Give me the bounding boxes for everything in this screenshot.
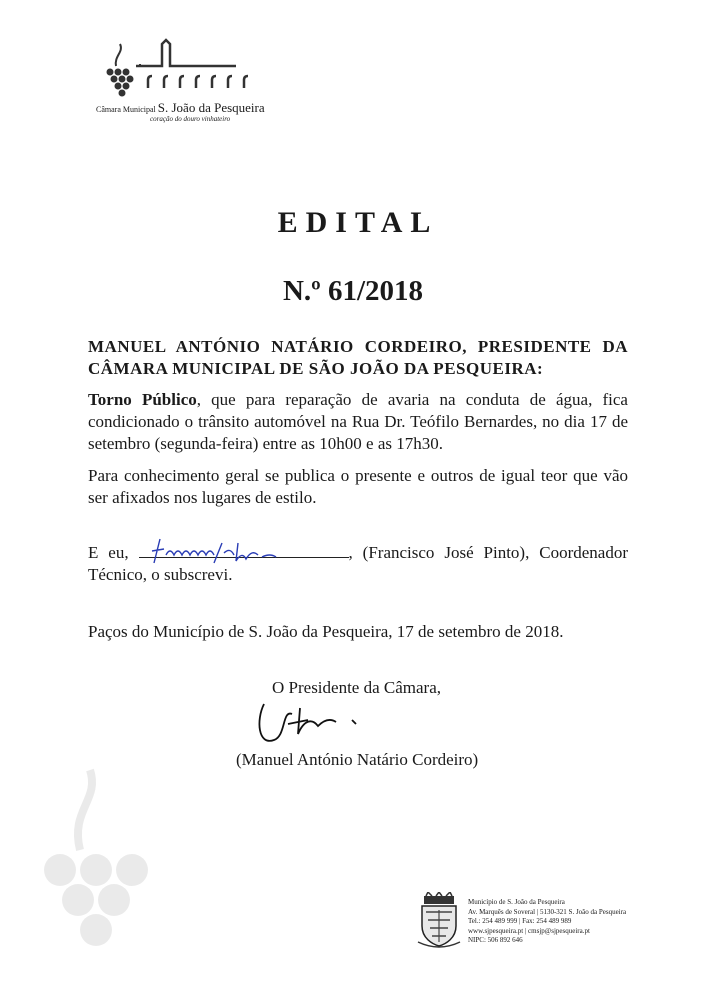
notice-body: , que para reparação de avaria na conduta de água, fica condicionado o trânsito automóvel na Rua Dr. Teófilo Bernardes, no dia 17 de setembro (segunda-feira) entre as 10h00 e as 17h30. [88, 390, 628, 453]
document-number: N.º 61/2018 [282, 275, 424, 307]
footer-line-phone: Tel.: 254 489 999 | Fax: 254 489 989 [468, 917, 572, 926]
place-date: Paços do Município de S. João da Pesqueira, 17 de setembro de 2018. [88, 622, 564, 641]
president-name: (Manuel António Natário Cordeiro) [236, 750, 479, 769]
signer-suffix: , (Francisco José Pinto), Coordenador Técnico, o subscrevi. [88, 543, 629, 584]
logo-org-prefix: Câmara Municipal [96, 105, 156, 114]
publication-paragraph: Para conhecimento geral se publica o presente e outros de igual teor que vão ser afixados nos lugares de estilo. [88, 466, 628, 507]
logo-org-title: S. João da Pesqueira [157, 100, 265, 115]
footer-line-web: www.sjpesqueira.pt | cmsjp@sjpesqueira.pt [468, 926, 590, 935]
footer-line-name: Município de S. João da Pesqueira [468, 898, 565, 906]
municipal-coat-of-arms-icon [414, 892, 464, 950]
footer-line-address: Av. Marquês de Soveral | 5130-321 S. João da Pesqueira [468, 907, 627, 916]
footer-contact [468, 898, 626, 946]
logo-tagline: coração do douro vinhateiro [150, 115, 231, 123]
background-watermark [20, 760, 180, 990]
president-signature [252, 690, 392, 752]
footer-line-nipc: NIPC: 506 892 646 [468, 936, 523, 945]
president-label: O Presidente da Câmara, [272, 678, 441, 697]
logo-org-name [96, 100, 265, 116]
issuer-heading: MANUEL ANTÓNIO NATÁRIO CORDEIRO, PRESIDENTE DA CÂMARA MUNICIPAL DE SÃO JOÃO DA PESQUEIRA: [88, 337, 628, 378]
coordinator-signature [150, 533, 300, 571]
signer-prefix: E eu, [88, 543, 129, 562]
notice-lead: Torno Público [88, 390, 197, 409]
notice-paragraph [88, 389, 628, 455]
document-title: EDITAL [277, 206, 439, 239]
